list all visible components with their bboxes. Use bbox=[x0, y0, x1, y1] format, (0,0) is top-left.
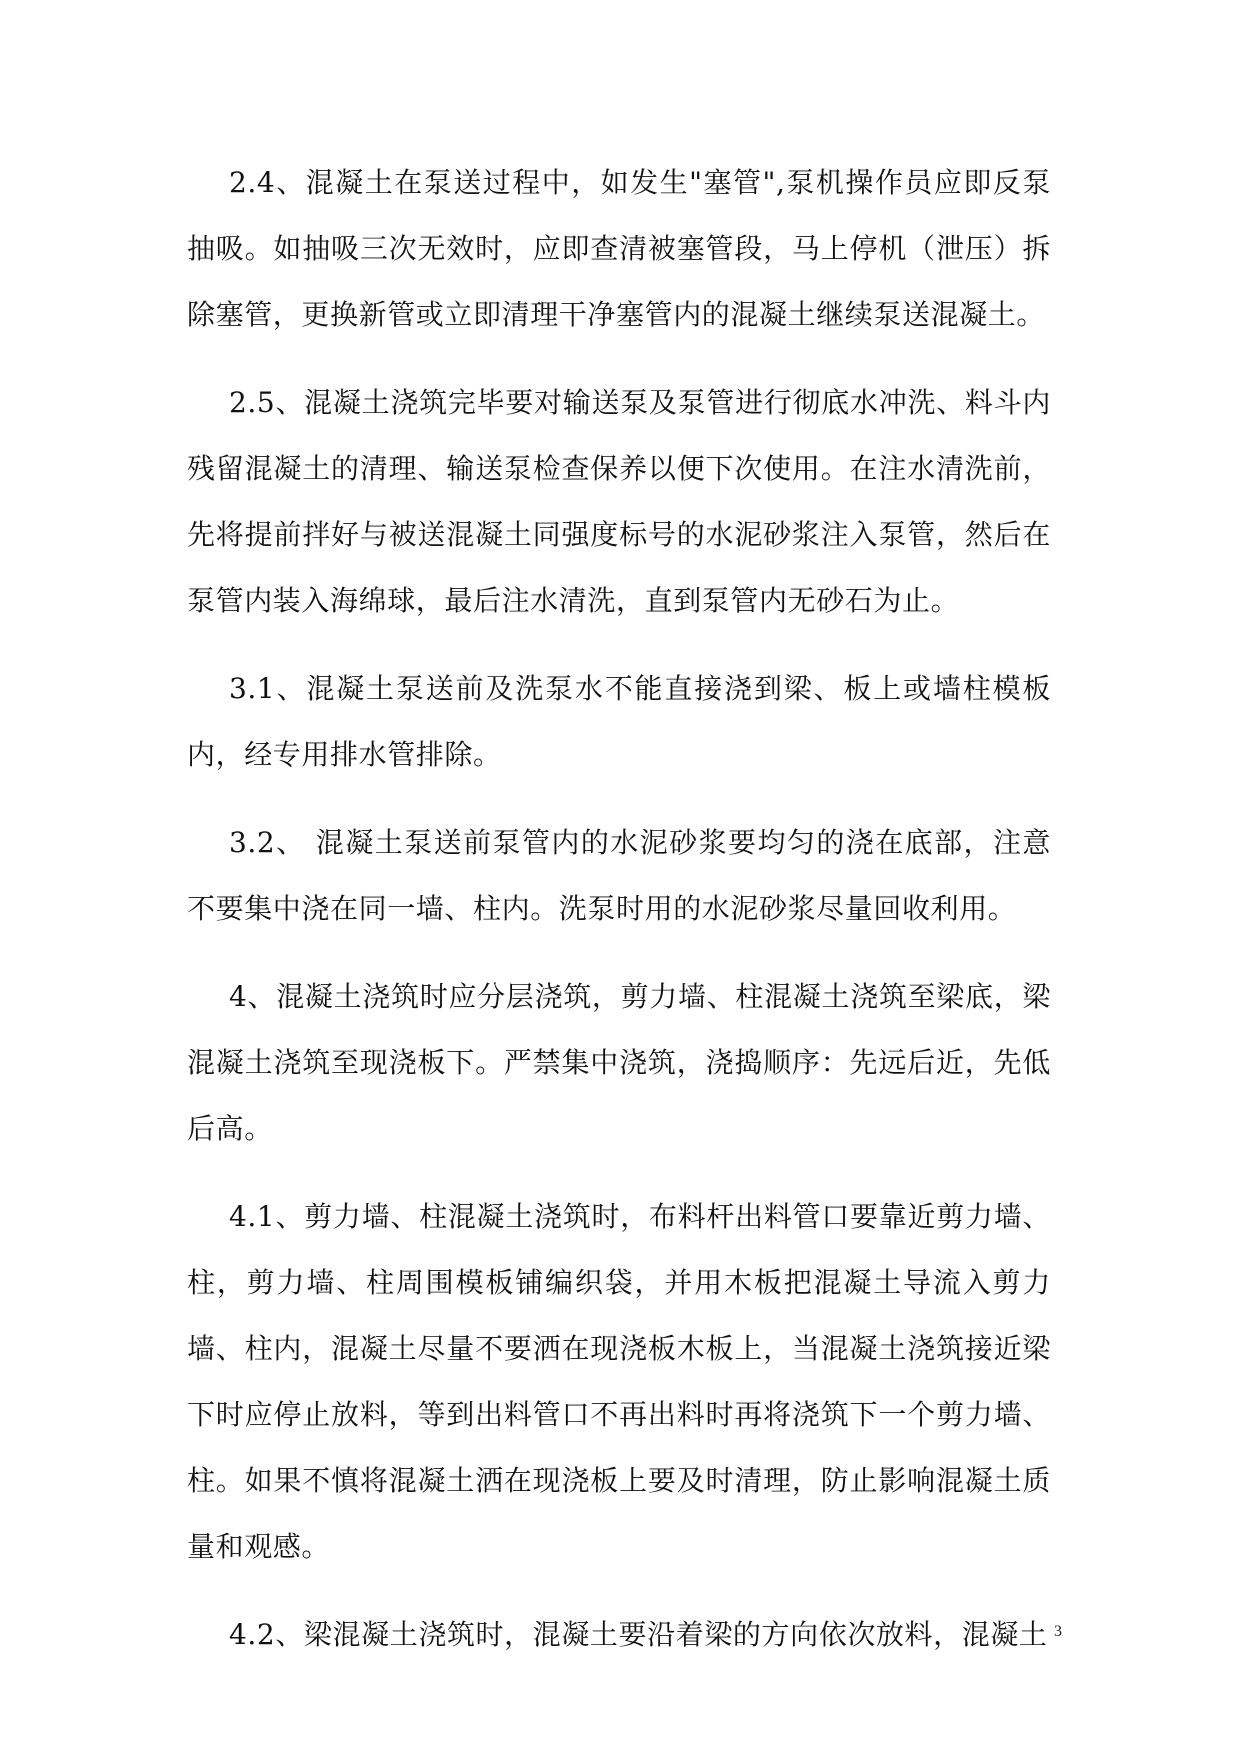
paragraph-3-1: 3.1、混凝土泵送前及洗泵水不能直接浇到梁、板上或墙柱模板内，经专用排水管排除。 bbox=[187, 672, 1051, 771]
document-body bbox=[187, 150, 1051, 1690]
paragraph-4-1: 4.1、剪力墙、柱混凝土浇筑时，布料杆出料管口要靠近剪力墙、柱，剪力墙、柱周围模板铺编织袋，并用木板把混凝土导流入剪力墙、柱内，混凝土尽量不要洒在现浇板木板上，当混凝土浇筑接近梁下时应停止放料，等到出料管口不再出料时再将浇筑下一个剪力墙、柱。如果不慎将混凝土洒在现浇板上要及时清理，防止影响混凝土质量和观感。 bbox=[187, 1200, 1051, 1563]
paragraph-4: 4、混凝土浇筑时应分层浇筑，剪力墙、柱混凝土浇筑至梁底，梁混凝土浇筑至现浇板下。严禁集中浇筑，浇捣顺序：先远后近，先低后高。 bbox=[187, 980, 1051, 1145]
paragraph-4-2: 4.2、梁混凝土浇筑时，混凝土要沿着梁的方向依次放料，混凝土 bbox=[229, 1618, 1048, 1651]
paragraph-2-5: 2.5、混凝土浇筑完毕要对输送泵及泵管进行彻底水冲洗、料斗内残留混凝土的清理、输送泵检查保养以便下次使用。在注水清洗前，先将提前拌好与被送混凝土同强度标号的水泥砂浆注入泵管，然后在泵管内装入海绵球，最后注水清洗，直到泵管内无砂石为止。 bbox=[187, 386, 1051, 617]
paragraph-2-4: 2.4、混凝土在泵送过程中，如发生"塞管",泵机操作员应即反泵抽吸。如抽吸三次无效时，应即查清被塞管段，马上停机（泄压）拆除塞管，更换新管或立即清理干净塞管内的混凝土继续泵送混凝土。 bbox=[187, 166, 1051, 331]
page-number: 3 bbox=[1054, 1623, 1062, 1640]
paragraph-3-2: 3.2、 混凝土泵送前泵管内的水泥砂浆要均匀的浇在底部，注意不要集中浇在同一墙、柱内。洗泵时用的水泥砂浆尽量回收利用。 bbox=[187, 826, 1051, 925]
